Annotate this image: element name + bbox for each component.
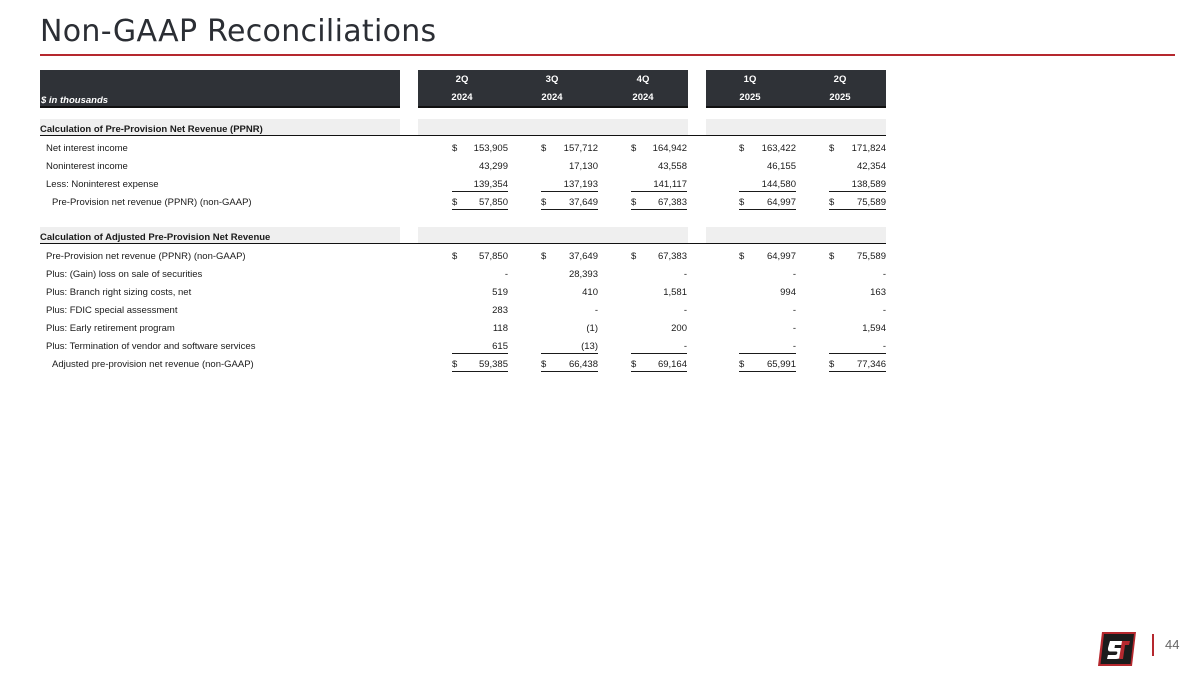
currency-symbol: $ bbox=[829, 143, 835, 154]
currency-symbol: $ bbox=[452, 143, 458, 154]
units-label: $ in thousands bbox=[41, 95, 109, 106]
cell-value: - bbox=[792, 341, 796, 352]
value-cell bbox=[541, 323, 598, 335]
table-row bbox=[0, 248, 1200, 266]
col-header-quarter: 1Q bbox=[743, 74, 757, 85]
cell-value: - bbox=[594, 305, 598, 316]
value-cell bbox=[631, 197, 687, 210]
cell-value: 67,383 bbox=[657, 197, 687, 208]
cell-value: - bbox=[792, 305, 796, 316]
cell-value: 66,438 bbox=[568, 359, 598, 370]
currency-symbol: $ bbox=[631, 359, 637, 370]
currency-symbol: $ bbox=[631, 143, 637, 154]
value-cell bbox=[452, 161, 508, 173]
currency-symbol: $ bbox=[739, 251, 745, 262]
value-cell bbox=[631, 161, 687, 173]
cell-value: 1,581 bbox=[663, 287, 687, 298]
value-cell bbox=[631, 179, 687, 192]
value-cell bbox=[739, 305, 796, 317]
value-cell bbox=[829, 179, 886, 192]
col-header-quarter: 2Q bbox=[455, 74, 469, 85]
currency-symbol: $ bbox=[739, 359, 745, 370]
cell-value: 153,905 bbox=[473, 143, 508, 154]
value-cell bbox=[631, 359, 687, 372]
value-cell bbox=[739, 359, 796, 372]
cell-value: - bbox=[792, 269, 796, 280]
row-label: Plus: FDIC special assessment bbox=[46, 305, 178, 316]
cell-value: - bbox=[882, 269, 886, 280]
value-cell bbox=[631, 251, 687, 263]
cell-value: 57,850 bbox=[478, 197, 508, 208]
page-number-bar bbox=[1152, 634, 1154, 656]
value-cell bbox=[739, 341, 796, 354]
section-band bbox=[706, 119, 886, 136]
table-row bbox=[0, 320, 1200, 338]
value-cell bbox=[829, 251, 886, 263]
cell-value: 1,594 bbox=[862, 323, 886, 334]
value-cell bbox=[739, 161, 796, 173]
value-cell bbox=[631, 305, 687, 317]
cell-value: 43,558 bbox=[657, 161, 687, 172]
row-label: Noninterest income bbox=[46, 161, 128, 172]
cell-value: 163 bbox=[870, 287, 886, 298]
currency-symbol: $ bbox=[541, 251, 547, 262]
row-label: Plus: Early retirement program bbox=[46, 323, 175, 334]
table-row bbox=[0, 302, 1200, 320]
section-band bbox=[418, 119, 688, 136]
value-cell bbox=[739, 251, 796, 263]
currency-symbol: $ bbox=[829, 197, 835, 208]
value-cell bbox=[452, 143, 508, 155]
value-cell bbox=[452, 341, 508, 354]
cell-value: 171,824 bbox=[851, 143, 886, 154]
cell-value: 69,164 bbox=[657, 359, 687, 370]
row-label: Plus: Termination of vendor and software services bbox=[46, 341, 256, 352]
cell-value: 137,193 bbox=[563, 179, 598, 190]
cell-value: 157,712 bbox=[563, 143, 598, 154]
table-row bbox=[0, 158, 1200, 176]
cell-value: 28,393 bbox=[568, 269, 598, 280]
cell-value: - bbox=[792, 323, 796, 334]
section-underline bbox=[40, 135, 886, 136]
value-cell bbox=[631, 341, 687, 354]
currency-symbol: $ bbox=[739, 197, 745, 208]
table-row bbox=[0, 284, 1200, 302]
cell-value: 59,385 bbox=[478, 359, 508, 370]
value-cell bbox=[829, 269, 886, 281]
section-band bbox=[706, 227, 886, 244]
currency-symbol: $ bbox=[452, 359, 458, 370]
cell-value: 46,155 bbox=[766, 161, 796, 172]
currency-symbol: $ bbox=[631, 197, 637, 208]
cell-value: 118 bbox=[492, 323, 508, 334]
table-row bbox=[0, 338, 1200, 356]
col-header-quarter: 2Q bbox=[833, 74, 847, 85]
cell-value: 164,942 bbox=[652, 143, 687, 154]
value-cell bbox=[541, 179, 598, 192]
cell-value: 138,589 bbox=[851, 179, 886, 190]
row-label: Less: Noninterest expense bbox=[46, 179, 159, 190]
col-header-year: 2024 bbox=[451, 92, 473, 103]
value-cell bbox=[739, 179, 796, 192]
value-cell bbox=[452, 251, 508, 263]
cell-value: 17,130 bbox=[568, 161, 598, 172]
cell-value: 42,354 bbox=[856, 161, 886, 172]
row-label: Net interest income bbox=[46, 143, 128, 154]
cell-value: 75,589 bbox=[856, 251, 886, 262]
cell-value: 65,991 bbox=[766, 359, 796, 370]
value-cell bbox=[452, 197, 508, 210]
cell-value: - bbox=[683, 269, 687, 280]
value-cell bbox=[739, 269, 796, 281]
cell-value: 67,383 bbox=[657, 251, 687, 262]
cell-value: 200 bbox=[671, 323, 687, 334]
value-cell bbox=[739, 323, 796, 335]
section-title: Calculation of Adjusted Pre-Provision Net Revenue bbox=[40, 232, 271, 243]
col-header-quarter: 4Q bbox=[636, 74, 650, 85]
value-cell bbox=[541, 161, 598, 173]
cell-value: 410 bbox=[582, 287, 598, 298]
value-cell bbox=[829, 341, 886, 354]
cell-value: 615 bbox=[492, 341, 508, 352]
currency-symbol: $ bbox=[541, 197, 547, 208]
table-row bbox=[0, 176, 1200, 194]
currency-symbol: $ bbox=[829, 251, 835, 262]
value-cell bbox=[739, 143, 796, 155]
value-cell bbox=[631, 143, 687, 155]
col-header-year: 2025 bbox=[739, 92, 761, 103]
cell-value: 75,589 bbox=[856, 197, 886, 208]
cell-value: 77,346 bbox=[856, 359, 886, 370]
cell-value: - bbox=[882, 305, 886, 316]
value-cell bbox=[541, 269, 598, 281]
cell-value: 144,580 bbox=[761, 179, 796, 190]
value-cell bbox=[829, 161, 886, 173]
currency-symbol: $ bbox=[452, 251, 458, 262]
cell-value: 64,997 bbox=[766, 251, 796, 262]
table-row bbox=[0, 140, 1200, 158]
value-cell bbox=[541, 341, 598, 354]
cell-value: 163,422 bbox=[761, 143, 796, 154]
row-label: Plus: Branch right sizing costs, net bbox=[46, 287, 192, 298]
page-title: Non-GAAP Reconciliations bbox=[40, 14, 437, 49]
value-cell bbox=[452, 287, 508, 299]
value-cell bbox=[541, 359, 598, 372]
col-header-year: 2025 bbox=[829, 92, 851, 103]
currency-symbol: $ bbox=[541, 143, 547, 154]
row-label: Adjusted pre-provision net revenue (non-GAAP) bbox=[52, 359, 254, 370]
cell-value: 994 bbox=[780, 287, 796, 298]
value-cell bbox=[452, 179, 508, 192]
cell-value: 64,997 bbox=[766, 197, 796, 208]
table-row bbox=[0, 194, 1200, 212]
cell-value: 283 bbox=[492, 305, 508, 316]
value-cell bbox=[829, 287, 886, 299]
cell-value: - bbox=[683, 341, 687, 352]
value-cell bbox=[739, 197, 796, 210]
page-number: 44 bbox=[1165, 637, 1180, 652]
row-label: Pre-Provision net revenue (PPNR) (non-GAAP) bbox=[46, 251, 246, 262]
value-cell bbox=[541, 287, 598, 299]
row-label: Pre-Provision net revenue (PPNR) (non-GAAP) bbox=[52, 197, 252, 208]
value-cell bbox=[452, 359, 508, 372]
section-band bbox=[418, 227, 688, 244]
section-underline bbox=[40, 243, 886, 244]
value-cell bbox=[739, 287, 796, 299]
cell-value: - bbox=[882, 341, 886, 352]
cell-value: 519 bbox=[492, 287, 508, 298]
cell-value: 37,649 bbox=[568, 197, 598, 208]
section-title: Calculation of Pre-Provision Net Revenue (PPNR) bbox=[40, 124, 263, 135]
currency-symbol: $ bbox=[541, 359, 547, 370]
cell-value: 43,299 bbox=[478, 161, 508, 172]
row-label: Plus: (Gain) loss on sale of securities bbox=[46, 269, 203, 280]
value-cell bbox=[452, 323, 508, 335]
cell-value: (13) bbox=[581, 341, 598, 352]
value-cell bbox=[631, 323, 687, 335]
title-rule bbox=[40, 54, 1175, 56]
cell-value: - bbox=[683, 305, 687, 316]
cell-value: - bbox=[504, 269, 508, 280]
value-cell bbox=[541, 251, 598, 263]
currency-symbol: $ bbox=[739, 143, 745, 154]
value-cell bbox=[829, 305, 886, 317]
value-cell bbox=[452, 269, 508, 281]
value-cell bbox=[541, 197, 598, 210]
value-cell bbox=[541, 143, 598, 155]
col-header-year: 2024 bbox=[632, 92, 654, 103]
value-cell bbox=[452, 305, 508, 317]
col-header-quarter: 3Q bbox=[545, 74, 559, 85]
cell-value: 37,649 bbox=[568, 251, 598, 262]
cell-value: 139,354 bbox=[473, 179, 508, 190]
cell-value: 57,850 bbox=[478, 251, 508, 262]
company-logo-icon bbox=[1096, 631, 1138, 667]
cell-value: (1) bbox=[586, 323, 598, 334]
value-cell bbox=[631, 287, 687, 299]
table-row bbox=[0, 266, 1200, 284]
cell-value: 141,117 bbox=[653, 179, 687, 190]
value-cell bbox=[631, 269, 687, 281]
currency-symbol: $ bbox=[452, 197, 458, 208]
currency-symbol: $ bbox=[631, 251, 637, 262]
table-row bbox=[0, 356, 1200, 374]
value-cell bbox=[829, 323, 886, 335]
currency-symbol: $ bbox=[829, 359, 835, 370]
col-header-year: 2024 bbox=[541, 92, 563, 103]
value-cell bbox=[829, 359, 886, 372]
value-cell bbox=[829, 197, 886, 210]
value-cell bbox=[829, 143, 886, 155]
value-cell bbox=[541, 305, 598, 317]
